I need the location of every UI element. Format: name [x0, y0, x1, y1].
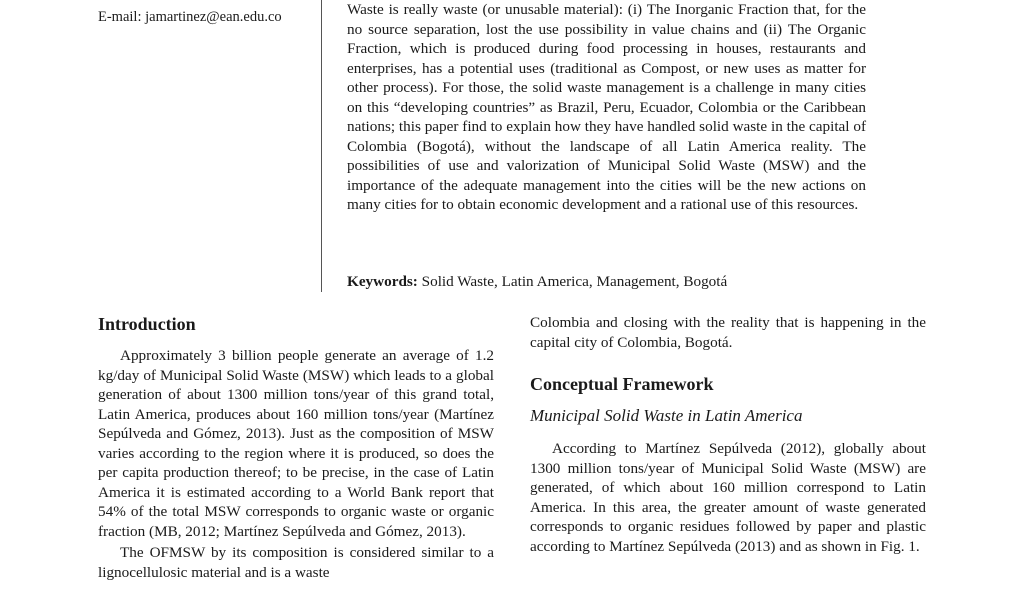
author-email: E-mail: jamartinez@ean.edu.co [98, 9, 282, 25]
conceptual-framework-paragraph: According to Martínez Sepúlveda (2012), globally about 1300 million tons/year of Municipal Solid Waste (MSW) are generated, of which about 160 million correspond to Latin America. In this area, the greater amount of waste generated corresponds to organic residues followed by paper and plastic according to Martínez Sepúlveda (2013) and as shown in Fig. 1. [530, 440, 926, 555]
introduction-heading: Introduction [98, 314, 196, 334]
introduction-paragraph-2: The OFMSW by its composition is considered similar to a lignocellulosic material and is a waste [98, 544, 494, 581]
vertical-divider [321, 0, 322, 292]
conceptual-framework-body [530, 439, 926, 556]
introduction-paragraph-1: Approximately 3 billion people generate an average of 1.2 kg/day of Municipal Solid Waste (MSW) which leads to a global generation of about 1300 million tons/year of this grand total, Latin America, produces about 160 million tons/year (Martínez Sepúlveda and Gómez, 2013). Just as the composition of MSW varies according to the region where it is produced, so does the per capita production thereof; to be precise, in the case of Latin America it is estimated according to a World Bank report that 54% of the total MSW corresponds to organic waste or organic fraction (MB, 2012; Martínez Sepúlveda and Gómez, 2013). [98, 347, 494, 540]
introduction-body [98, 346, 494, 582]
msw-latin-america-subheading: Municipal Solid Waste in Latin America [530, 406, 803, 425]
abstract-text: Waste is really waste (or unusable material): (i) The Inorganic Fraction that, for the no source separation, lost the use possibility in value chains and (ii) The Organic Fraction, which is produced during food processing in houses, restaurants and enterprises, has a potential uses (traditional as Compost, or new uses as matter for other process). For those, the solid waste management is a challenge in many cities on this “developing countries” as Brazil, Peru, Ecuador, Colombia or the Caribbean nations; this paper find to explain how they have handled solid waste in the capital of Colombia (Bogotá), without the landscape of all Latin America reality. The possibilities of use and valorization of Municipal Solid Waste (MSW) and the importance of the adequate management into the cities will be the new actions on many cities for to obtain economic development and a rational use of this resources. [347, 1, 866, 213]
conceptual-framework-heading: Conceptual Framework [530, 374, 714, 394]
keywords-label: Keywords: [347, 273, 418, 290]
keywords-text: Solid Waste, Latin America, Management, Bogotá [417, 273, 728, 290]
keywords-line [347, 273, 866, 291]
right-column-intro: Colombia and closing with the reality that is happening in the capital city of Colombia, Bogotá. [530, 314, 926, 351]
